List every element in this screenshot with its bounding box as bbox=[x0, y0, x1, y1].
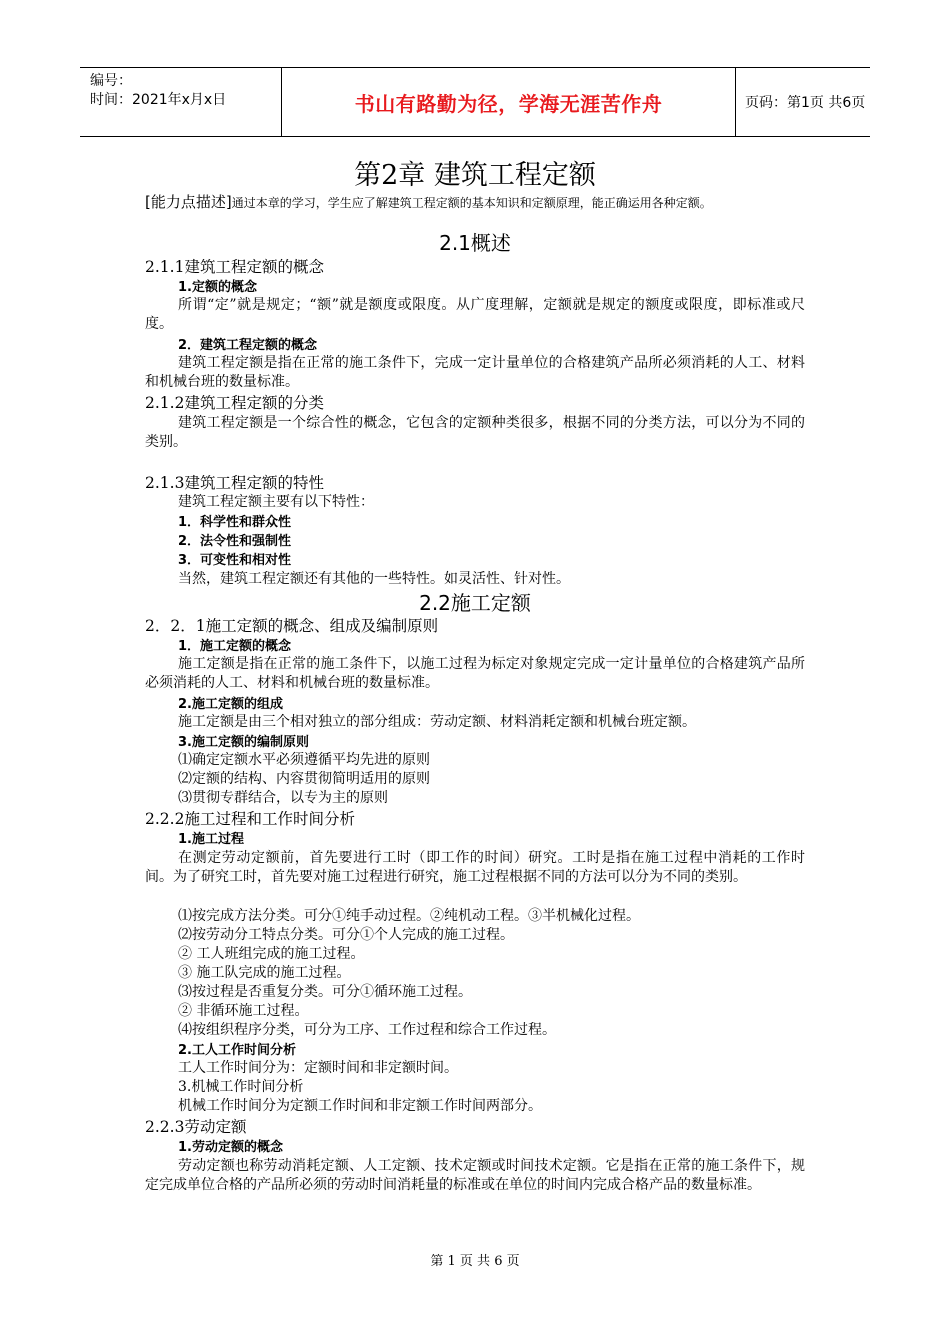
paragraph: 在测定劳动定额前，首先要进行工时（即工作的时间）研究。工时是指在施工过程中消耗的工作时间。为了研究工时，首先要对施工过程进行研究，施工过程根据不同的方法可以分为不同的类别。 bbox=[145, 850, 805, 885]
paragraph: 建筑工程定额是一个综合性的概念，它包含的定额种类很多，根据不同的分类方法，可以分为不同的类别。 bbox=[145, 415, 805, 450]
header-page-cell bbox=[735, 68, 870, 136]
header-motto-cell bbox=[281, 68, 736, 136]
header-motto: 书山有路勤为径，学海无涯苦作舟 bbox=[354, 91, 663, 116]
intro-label: [能力点描述] bbox=[145, 193, 232, 211]
bold-item: 2．法令性和强制性 bbox=[178, 534, 292, 549]
text-line: ② 非循环施工过程。 bbox=[178, 1003, 309, 1019]
intro-text: 通过本章的学习，学生应了解建筑工程定额的基本知识和定额原理，能正确运用各种定额。 bbox=[231, 196, 712, 210]
chapter-title: 第2章 建筑工程定额 bbox=[354, 160, 596, 191]
bold-item: 1.定额的概念 bbox=[178, 280, 257, 295]
subsection-heading: 2.2.2施工过程和工作时间分析 bbox=[145, 810, 355, 828]
text-line: ③ 施工队完成的施工过程。 bbox=[178, 965, 351, 981]
subsection-heading: 2.1.2建筑工程定额的分类 bbox=[145, 394, 324, 412]
text-line: 机械工作时间分为定额工作时间和非定额工作时间两部分。 bbox=[178, 1098, 542, 1114]
paragraph: 所谓“定”就是规定；“额”就是额度或限度。从广度理解，定额就是规定的额度或限度，即标准或尺度。 bbox=[145, 297, 805, 332]
text-line: ⑴确定定额水平必须遵循平均先进的原则 bbox=[178, 752, 430, 768]
subsection-heading: 2.2.3劳动定额 bbox=[145, 1118, 247, 1136]
bold-item: 1.劳动定额的概念 bbox=[178, 1140, 283, 1155]
subsection-heading: 2.1.1建筑工程定额的概念 bbox=[145, 258, 324, 276]
text-line: 施工定额是由三个相对独立的部分组成：劳动定额、材料消耗定额和机械台班定额。 bbox=[178, 714, 696, 730]
bold-item: 1．科学性和群众性 bbox=[178, 515, 292, 530]
bold-item: 2.工人工作时间分析 bbox=[178, 1043, 296, 1058]
text-line: 3.机械工作时间分析 bbox=[178, 1079, 304, 1095]
text-line: ⑴按完成方法分类。可分①纯手动过程。②纯机动工程。③半机械化过程。 bbox=[178, 908, 640, 924]
bold-item: 1.施工过程 bbox=[178, 832, 244, 847]
section-heading: 2.2施工定额 bbox=[419, 591, 531, 615]
header-page-info: 页码：第1页 共6页 bbox=[745, 95, 866, 111]
chapter-intro bbox=[145, 193, 810, 212]
bold-item: 1．施工定额的概念 bbox=[178, 639, 292, 654]
bold-item: 3.施工定额的编制原则 bbox=[178, 735, 309, 750]
subsection-heading: 2.1.3建筑工程定额的特性 bbox=[145, 474, 324, 492]
paragraph: 劳动定额也称劳动消耗定额、人工定额、技术定额或时间技术定额。它是指在正常的施工条件下，规定完成单位合格的产品所必须的劳动时间消耗量的标准或在单位的时间内完成合格产品的数量标准。 bbox=[145, 1158, 805, 1193]
subsection-heading: 2．2．1施工定额的概念、组成及编制原则 bbox=[145, 617, 439, 635]
document-number-label: 编号： bbox=[90, 73, 132, 89]
section-heading: 2.1概述 bbox=[439, 231, 511, 255]
header-meta-cell bbox=[80, 68, 281, 136]
page-footer: 第 1 页 共 6 页 bbox=[430, 1254, 520, 1269]
paragraph: 施工定额是指在正常的施工条件下，以施工过程为标定对象规定完成一定计量单位的合格建筑产品所必须消耗的人工、材料和机械台班的数量标准。 bbox=[145, 656, 805, 691]
text-line: 建筑工程定额主要有以下特性： bbox=[178, 494, 374, 510]
bold-item: 2．建筑工程定额的概念 bbox=[178, 338, 318, 353]
text-line: ⑷按组织程序分类，可分为工序、工作过程和综合工作过程。 bbox=[178, 1022, 556, 1038]
document-date-label: 时间：2021年x月x日 bbox=[90, 92, 227, 108]
bold-item: 2.施工定额的组成 bbox=[178, 697, 283, 712]
bold-item: 3．可变性和相对性 bbox=[178, 553, 292, 568]
text-line: ⑵定额的结构、内容贯彻简明适用的原则 bbox=[178, 771, 430, 787]
text-line: ⑶贯彻专群结合，以专为主的原则 bbox=[178, 790, 388, 806]
paragraph: 建筑工程定额是指在正常的施工条件下，完成一定计量单位的合格建筑产品所必须消耗的人工、材料和机械台班的数量标准。 bbox=[145, 355, 805, 390]
document-header bbox=[80, 67, 870, 137]
text-line: ② 工人班组完成的施工过程。 bbox=[178, 946, 365, 962]
text-line: ⑵按劳动分工特点分类。可分①个人完成的施工过程。 bbox=[178, 927, 514, 943]
text-line: 当然，建筑工程定额还有其他的一些特性。如灵活性、针对性。 bbox=[178, 571, 570, 587]
text-line: 工人工作时间分为：定额时间和非定额时间。 bbox=[178, 1060, 458, 1076]
text-line: ⑶按过程是否重复分类。可分①循环施工过程。 bbox=[178, 984, 472, 1000]
